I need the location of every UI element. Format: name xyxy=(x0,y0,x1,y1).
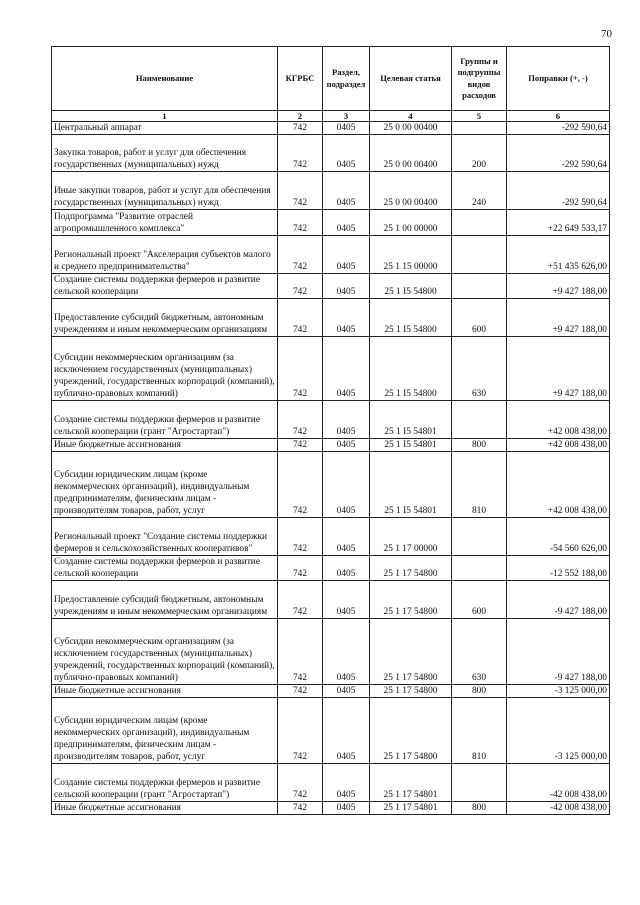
row-group: 240 xyxy=(452,172,507,210)
row-kgrbs: 742 xyxy=(278,518,323,556)
row-target: 25 1 17 54800 xyxy=(370,685,452,698)
row-group xyxy=(452,210,507,236)
row-section: 0405 xyxy=(323,452,370,518)
table-row xyxy=(52,299,610,337)
table-row xyxy=(52,135,610,172)
row-section: 0405 xyxy=(323,802,370,815)
page-number: 70 xyxy=(601,28,612,40)
table-row xyxy=(52,439,610,452)
row-group: 630 xyxy=(452,619,507,685)
row-group: 800 xyxy=(452,439,507,452)
row-amount: +9 427 188,00 xyxy=(507,274,610,299)
row-section: 0405 xyxy=(323,581,370,619)
row-kgrbs: 742 xyxy=(278,698,323,764)
row-kgrbs: 742 xyxy=(278,274,323,299)
row-kgrbs: 742 xyxy=(278,236,323,274)
row-kgrbs: 742 xyxy=(278,556,323,581)
row-amount: +42 008 438,00 xyxy=(507,452,610,518)
row-name: Создание системы поддержки фермеров и развитие сельской кооперации xyxy=(52,556,278,581)
row-section: 0405 xyxy=(323,556,370,581)
table-row xyxy=(52,210,610,236)
table-row xyxy=(52,698,610,764)
row-name: Создание системы поддержки фермеров и развитие сельской кооперации xyxy=(52,274,278,299)
row-kgrbs: 742 xyxy=(278,210,323,236)
row-group xyxy=(452,122,507,135)
column-number: 4 xyxy=(370,111,452,122)
row-kgrbs: 742 xyxy=(278,135,323,172)
row-name: Иные бюджетные ассигнования xyxy=(52,439,278,452)
row-target: 25 1 00 00000 xyxy=(370,210,452,236)
table-row xyxy=(52,802,610,815)
table-row xyxy=(52,452,610,518)
row-amount: -9 427 188,00 xyxy=(507,581,610,619)
row-group: 800 xyxy=(452,685,507,698)
table-row xyxy=(52,274,610,299)
header-row xyxy=(52,47,610,111)
row-name: Иные бюджетные ассигнования xyxy=(52,685,278,698)
row-target: 25 0 00 00400 xyxy=(370,122,452,135)
header-amendment: Поправки (+, -) xyxy=(507,47,610,111)
row-group: 810 xyxy=(452,698,507,764)
header-kgrbs: КГРБС xyxy=(278,47,323,111)
row-section: 0405 xyxy=(323,135,370,172)
row-kgrbs: 742 xyxy=(278,337,323,401)
row-section: 0405 xyxy=(323,122,370,135)
row-target: 25 1 17 54800 xyxy=(370,698,452,764)
row-kgrbs: 742 xyxy=(278,685,323,698)
row-name: Закупка товаров, работ и услуг для обеспечения государственных (муниципальных) нужд xyxy=(52,135,278,172)
row-group: 600 xyxy=(452,299,507,337)
table-row xyxy=(52,619,610,685)
row-amount: +42 008 438,00 xyxy=(507,439,610,452)
row-kgrbs: 742 xyxy=(278,299,323,337)
row-amount: -292 590,64 xyxy=(507,135,610,172)
row-name: Региональный проект "Создание системы поддержки фермеров и сельскохозяйственных кооперативов" xyxy=(52,518,278,556)
row-amount: -3 125 000,00 xyxy=(507,685,610,698)
row-name: Иные бюджетные ассигнования xyxy=(52,802,278,815)
row-name: Центральный аппарат xyxy=(52,122,278,135)
row-target: 25 1 17 54801 xyxy=(370,764,452,802)
row-name: Подпрограмма "Развитие отраслей агропромышленного комплекса" xyxy=(52,210,278,236)
row-amount: -42 008 438,00 xyxy=(507,764,610,802)
row-name: Иные закупки товаров, работ и услуг для обеспечения государственных (муниципальных) нужд xyxy=(52,172,278,210)
row-group: 630 xyxy=(452,337,507,401)
row-section: 0405 xyxy=(323,337,370,401)
row-section: 0405 xyxy=(323,518,370,556)
table-row xyxy=(52,236,610,274)
row-group: 200 xyxy=(452,135,507,172)
row-group xyxy=(452,401,507,439)
column-number: 2 xyxy=(278,111,323,122)
row-amount: +42 008 438,00 xyxy=(507,401,610,439)
row-target: 25 1 17 54800 xyxy=(370,619,452,685)
row-target: 25 1 I5 54801 xyxy=(370,452,452,518)
column-number: 6 xyxy=(507,111,610,122)
row-target: 25 1 17 00000 xyxy=(370,518,452,556)
row-target: 25 1 15 00000 xyxy=(370,236,452,274)
column-number: 3 xyxy=(323,111,370,122)
row-kgrbs: 742 xyxy=(278,619,323,685)
header-target: Целевая статья xyxy=(370,47,452,111)
table-row xyxy=(52,764,610,802)
budget-amendments-table xyxy=(51,46,610,815)
header-expense-group: Группы и подгруппы видов расходов xyxy=(452,47,507,111)
table-row xyxy=(52,337,610,401)
row-amount: +51 435 626,00 xyxy=(507,236,610,274)
row-amount: -12 552 188,00 xyxy=(507,556,610,581)
row-kgrbs: 742 xyxy=(278,581,323,619)
row-section: 0405 xyxy=(323,299,370,337)
row-kgrbs: 742 xyxy=(278,802,323,815)
row-amount: -292 590,64 xyxy=(507,172,610,210)
row-name: Региональный проект "Акселерация субъектов малого и среднего предпринимательства" xyxy=(52,236,278,274)
row-name: Предоставление субсидий бюджетным, автономным учреждениям и иным некоммерческим организациям xyxy=(52,581,278,619)
row-group: 810 xyxy=(452,452,507,518)
row-target: 25 1 17 54800 xyxy=(370,581,452,619)
row-group xyxy=(452,236,507,274)
row-section: 0405 xyxy=(323,210,370,236)
row-amount: -292 590,64 xyxy=(507,122,610,135)
row-target: 25 1 17 54801 xyxy=(370,802,452,815)
row-amount: -3 125 000,00 xyxy=(507,698,610,764)
row-name: Субсидии некоммерческим организациям (за исключением государственных (муниципальных) учреждений, государственных корпораций (компаний), публично-правовых компаний) xyxy=(52,619,278,685)
row-target: 25 1 I5 54800 xyxy=(370,274,452,299)
row-section: 0405 xyxy=(323,401,370,439)
table-row xyxy=(52,556,610,581)
row-target: 25 1 I5 54800 xyxy=(370,337,452,401)
table-row xyxy=(52,122,610,135)
row-kgrbs: 742 xyxy=(278,401,323,439)
row-kgrbs: 742 xyxy=(278,452,323,518)
row-name: Субсидии юридическим лицам (кроме некоммерческих организаций), индивидуальным предпринимателям, физическим лицам - производителям товаров, работ, услуг xyxy=(52,698,278,764)
row-name: Субсидии некоммерческим организациям (за исключением государственных (муниципальных) учреждений, государственных корпораций (компаний), публично-правовых компаний) xyxy=(52,337,278,401)
row-amount: -9 427 188,00 xyxy=(507,619,610,685)
column-number: 1 xyxy=(52,111,278,122)
row-name: Создание системы поддержки фермеров и развитие сельской кооперации (грант "Агростартап") xyxy=(52,764,278,802)
row-group xyxy=(452,274,507,299)
row-section: 0405 xyxy=(323,764,370,802)
row-name: Субсидии юридическим лицам (кроме некоммерческих организаций), индивидуальным предпринимателям, физическим лицам - производителям товаров, работ, услуг xyxy=(52,452,278,518)
row-amount: +9 427 188,00 xyxy=(507,337,610,401)
row-kgrbs: 742 xyxy=(278,172,323,210)
row-group xyxy=(452,764,507,802)
table-row xyxy=(52,172,610,210)
header-section: Раздел, подраздел xyxy=(323,47,370,111)
row-kgrbs: 742 xyxy=(278,764,323,802)
row-group xyxy=(452,518,507,556)
row-kgrbs: 742 xyxy=(278,122,323,135)
row-group: 800 xyxy=(452,802,507,815)
header-name: Наименование xyxy=(52,47,278,111)
row-amount: -42 008 438,00 xyxy=(507,802,610,815)
row-section: 0405 xyxy=(323,698,370,764)
row-name: Предоставление субсидий бюджетным, автономным учреждениям и иным некоммерческим организациям xyxy=(52,299,278,337)
row-section: 0405 xyxy=(323,439,370,452)
row-kgrbs: 742 xyxy=(278,439,323,452)
row-amount: -54 560 626,00 xyxy=(507,518,610,556)
table-row xyxy=(52,401,610,439)
row-target: 25 1 I5 54800 xyxy=(370,299,452,337)
row-target: 25 1 I5 54801 xyxy=(370,401,452,439)
row-target: 25 0 00 00400 xyxy=(370,172,452,210)
row-section: 0405 xyxy=(323,172,370,210)
row-target: 25 1 I5 54801 xyxy=(370,439,452,452)
row-section: 0405 xyxy=(323,619,370,685)
row-group: 600 xyxy=(452,581,507,619)
table-row xyxy=(52,518,610,556)
row-amount: +9 427 188,00 xyxy=(507,299,610,337)
row-section: 0405 xyxy=(323,236,370,274)
column-number: 5 xyxy=(452,111,507,122)
row-name: Создание системы поддержки фермеров и развитие сельской кооперации (грант "Агростартап") xyxy=(52,401,278,439)
column-number-row xyxy=(52,111,610,122)
row-group xyxy=(452,556,507,581)
row-section: 0405 xyxy=(323,685,370,698)
row-target: 25 1 17 54800 xyxy=(370,556,452,581)
table-row xyxy=(52,581,610,619)
row-amount: +22 649 533,17 xyxy=(507,210,610,236)
row-section: 0405 xyxy=(323,274,370,299)
table-row xyxy=(52,685,610,698)
row-target: 25 0 00 00400 xyxy=(370,135,452,172)
